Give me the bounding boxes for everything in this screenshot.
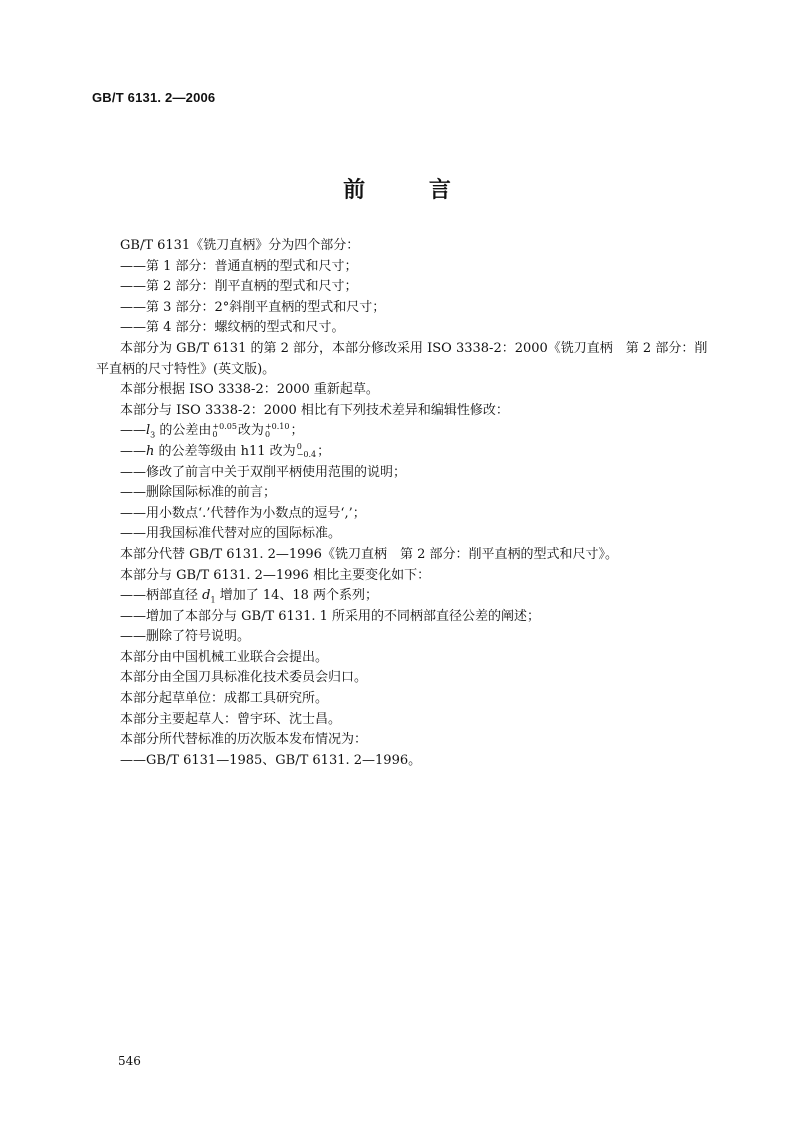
h-suffix: ； [317, 443, 331, 459]
list-item: ——GB/T 6131—1985、GB/T 6131. 2—1996。 [120, 752, 422, 768]
list-item: ——第 1 部分：普通直柄的型式和尺寸； [120, 258, 358, 274]
list-item: ——修改了前言中关于双削平柄使用范围的说明； [120, 464, 407, 480]
h-text-a: 的公差等级由 h11 改为 [154, 443, 296, 459]
list-item: ——删除国际标准的前言； [120, 485, 277, 501]
page-title: 前 言 [343, 178, 479, 203]
tolerance-lower: 0 [264, 429, 271, 439]
tolerance-upper: +0.05 [212, 421, 237, 431]
paragraph: 本部分所代替标准的历次版本发布情况为： [120, 732, 368, 748]
d1-prefix: ——柄部直径 [120, 588, 203, 604]
list-item: ——第 3 部分：2°斜削平直柄的型式和尺寸； [120, 299, 386, 315]
paragraph: 本部分与 GB/T 6131. 2—1996 相比主要变化如下： [120, 567, 431, 583]
subscript-3: 3 [150, 430, 156, 440]
tolerance-lower: 0 [212, 429, 218, 439]
list-item: ——增加了本部分与 GB/T 6131. 1 所采用的不同柄部直径公差的阐述； [120, 608, 541, 624]
paragraph: 本部分由中国机械工业联合会提出。 [120, 649, 329, 665]
d1-text: 增加了 14、18 两个系列； [215, 588, 379, 604]
d1-line [96, 586, 716, 607]
paragraph: GB/T 6131《铣刀直柄》分为四个部分： [120, 238, 360, 253]
tolerance-stack-old [212, 423, 237, 439]
list-item: ——用小数点‘.’代替作为小数点的逗号‘,’； [120, 505, 366, 521]
tolerance-stack-new [265, 423, 290, 439]
l3-tolerance-line [96, 421, 716, 442]
tolerance-lower: −0.4 [296, 450, 317, 460]
tolerance-upper: +0.10 [264, 421, 290, 431]
paragraph: 本部分根据 ISO 3338-2：2000 重新起草。 [120, 382, 379, 398]
paragraph: 本部分起草单位：成都工具研究所。 [120, 691, 329, 707]
paragraph: 本部分主要起草人：曾宇环、沈士昌。 [120, 711, 342, 727]
list-item: ——第 2 部分：削平直柄的型式和尺寸； [120, 279, 358, 295]
l3-text-a: 的公差由 [155, 423, 212, 439]
paragraph: 本部分代替 GB/T 6131. 2—1996《铣刀直柄 第 2 部分：削平直柄的型式和尺寸》。 [120, 546, 618, 562]
l3-suffix: ； [290, 423, 304, 439]
l3-text-b: 改为 [237, 423, 264, 439]
dash: —— [120, 443, 146, 459]
tolerance-upper: 0 [296, 442, 302, 452]
paragraph: 本部分为 GB/T 6131 的第 2 部分，本部分修改采用 ISO 3338-2：2000《铣刀直柄 第 2 部分：削平直柄的尺寸特性》(英文版)。 [96, 340, 708, 377]
dash: —— [120, 423, 146, 439]
symbol-d: d [202, 588, 211, 604]
paragraph: 本部分与 ISO 3338-2：2000 相比有下列技术差异和编辑性修改： [120, 402, 509, 418]
page-number: 546 [118, 1054, 141, 1068]
list-item: ——用我国标准代替对应的国际标准。 [120, 526, 342, 542]
subscript-1: 1 [210, 595, 216, 605]
symbol-h: h [146, 443, 155, 459]
list-item: ——删除了符号说明。 [120, 629, 251, 645]
paragraph: 本部分由全国刀具标准化技术委员会归口。 [120, 670, 368, 686]
symbol-l: l [146, 423, 151, 439]
foreword-body [96, 236, 716, 771]
tolerance-stack-h [297, 443, 316, 459]
h-tolerance-line [96, 442, 716, 463]
list-item: ——第 4 部分：螺纹柄的型式和尺寸。 [120, 320, 345, 336]
standard-number: GB/T 6131. 2—2006 [92, 90, 216, 105]
